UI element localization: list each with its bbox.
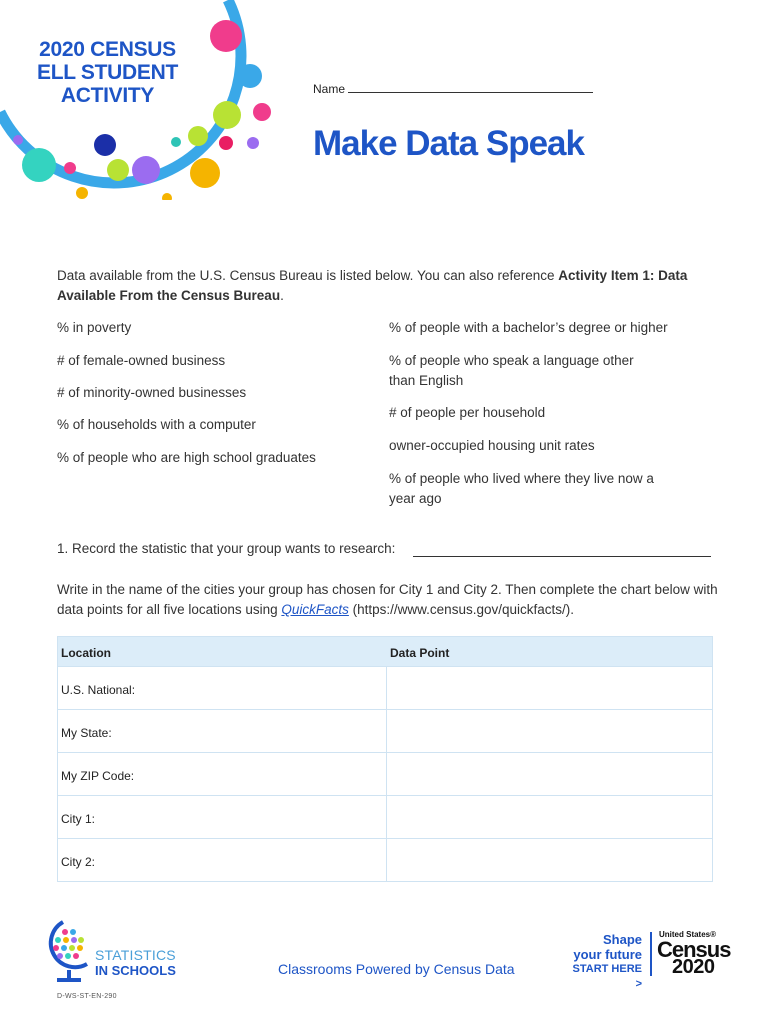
list-item: % of households with a computer — [57, 417, 256, 432]
sis-line-1: STATISTICS — [95, 947, 176, 963]
table-row — [58, 666, 712, 709]
row-label: My State: — [61, 726, 112, 740]
list-item: % of people with a bachelor’s degree or higher — [389, 320, 668, 335]
badge-line-3: ACTIVITY — [60, 84, 155, 107]
list-item: # of people per household — [389, 405, 546, 420]
list-item: % of people who speak a language other than English — [389, 353, 634, 388]
dot-yellow — [190, 158, 220, 188]
row-label: U.S. National: — [61, 683, 136, 697]
footer-tagline: Classrooms Powered by Census Data — [278, 961, 515, 977]
instructions-text: Write in the name of the cities your group has chosen for City 1 and City 2. Then complete the chart below with data points for all five locations using — [57, 582, 718, 617]
shape-line-2: your future — [573, 947, 642, 962]
badge-line-2: ELL STUDENT — [37, 61, 178, 84]
dot-blue — [238, 64, 262, 88]
dot-pink-tiny — [64, 162, 76, 174]
dot-violet — [132, 156, 160, 184]
quickfacts-link[interactable]: QuickFacts — [281, 602, 349, 617]
sis-line-2: IN SCHOOLS — [95, 963, 176, 978]
dot-yellow-small — [76, 187, 88, 199]
name-input-line[interactable] — [348, 92, 593, 93]
dot-navy — [94, 134, 116, 156]
instructions-url: (https://www.census.gov/quickfacts/). — [348, 602, 574, 617]
shape-your-future — [570, 932, 642, 992]
list-item: % of people who are high school graduates — [57, 450, 316, 465]
table-header — [58, 637, 712, 666]
list-item: % of people who lived where they live now a year ago — [389, 471, 654, 506]
statistics-in-schools-logo — [95, 948, 176, 978]
name-label: Name — [313, 82, 346, 96]
dot-pink — [253, 103, 271, 121]
dot-teal-small — [171, 137, 181, 147]
start-here-link[interactable]: START HERE > — [572, 963, 642, 990]
census-logo-year: 2020 — [672, 956, 715, 978]
badge-line-1: 2020 CENSUS — [39, 38, 176, 61]
page-title: Make Data Speak — [313, 124, 584, 163]
instructions-paragraph — [57, 580, 727, 620]
intro-end: . — [280, 288, 284, 303]
row-label: City 2: — [61, 855, 96, 869]
intro-text: Data available from the U.S. Census Bureau is listed below. You can also reference — [57, 268, 559, 283]
intro-reference: Activity Item 1: Data Available From the Census Bureau — [57, 268, 688, 303]
intro-paragraph — [57, 266, 717, 306]
dot-violet-tiny — [13, 135, 23, 145]
document-code: D-WS-ST-EN-290 — [57, 993, 117, 1000]
row-label: My ZIP Code: — [61, 769, 135, 783]
globe-icon — [43, 918, 95, 986]
table-row — [58, 838, 712, 881]
question-1: 1. Record the statistic that your group wants to research: — [57, 541, 396, 556]
header-location: Location — [61, 646, 111, 660]
table-row — [58, 795, 712, 838]
list-item: # of minority-owned businesses — [57, 385, 247, 400]
data-table — [57, 636, 713, 882]
table-row — [58, 752, 712, 795]
row-label: City 1: — [61, 812, 96, 826]
census-logo-top: United States® — [659, 930, 717, 939]
dot-violet-small — [247, 137, 259, 149]
dot-lime-mid — [107, 159, 129, 181]
dot-teal — [22, 148, 56, 182]
dot-yellow-tiny — [162, 193, 172, 200]
dot-lime-small — [188, 126, 208, 146]
shape-line-1: Shape — [602, 932, 642, 947]
dot-magenta — [219, 136, 233, 150]
dot-lime — [213, 101, 241, 129]
statistic-input-line[interactable] — [413, 556, 711, 557]
header-data-point: Data Point — [390, 646, 450, 660]
list-item: owner-occupied housing unit rates — [389, 438, 595, 453]
list-item: % in poverty — [57, 320, 132, 335]
census-logo-word: Census — [657, 937, 731, 962]
list-item: # of female-owned business — [57, 353, 226, 368]
logo-divider — [650, 932, 652, 976]
table-row — [58, 709, 712, 752]
